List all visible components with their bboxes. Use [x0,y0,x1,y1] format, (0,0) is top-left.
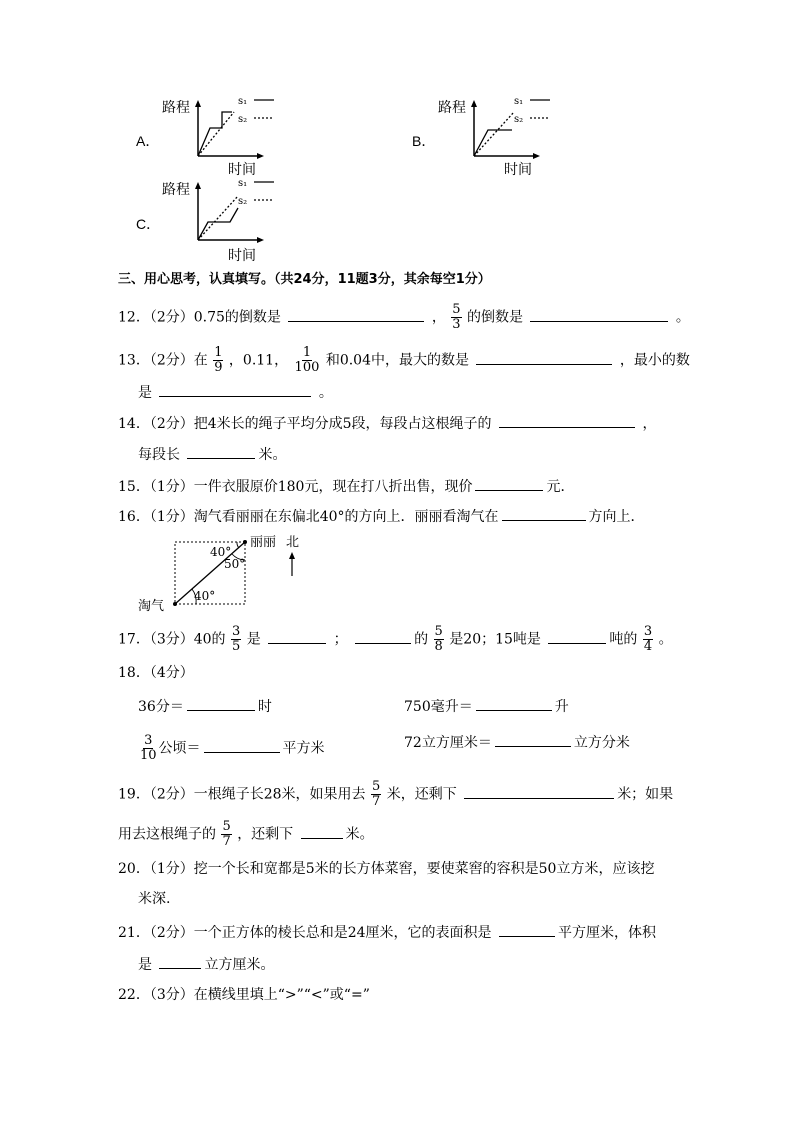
section-3-heading: 三、用心思考，认真填写。（共24分，11题3分，其余每空1分） [118,272,491,287]
option-a-xlabel: 时间 [228,162,256,178]
q17-blank-3[interactable] [548,629,606,644]
q18-blank-3[interactable] [204,738,280,753]
q18-blank-1[interactable] [187,696,255,711]
q13-blank-2[interactable] [159,382,311,397]
option-b-xlabel: 时间 [504,162,532,178]
option-c-graph [160,174,280,262]
lili-label: 丽丽 [250,535,277,550]
fraction: $\frac{3}{4}$ [643,624,653,654]
q17-blank-1[interactable] [268,629,326,644]
question-20: 20．（1分）挖一个长和宽都是5米的长方体菜窖，要使菜窖的容积是50立方米，应该挖 [118,861,655,877]
question-16: 16．（1分）淘气看丽丽在东偏北40°的方向上．丽丽看淘气在 方向上． [118,506,645,528]
q19-blank-2[interactable] [301,824,343,839]
q18-row2-right: 72立方厘米＝ 立方分米 [404,732,630,754]
question-14: 14．（2分）把4米长的绳子平均分成5段，每段占这根绳子的 ， [118,413,656,435]
north-label: 北 [286,535,300,550]
question-17: 17．（3分）40的 $\frac{3}{5}$ 是 ； 的 $\frac{5}{8}$ 是20；15吨是 吨的 $\frac{3}{4}$ 。 [118,624,673,654]
angle-40-bottom: 40° [194,589,216,603]
angle-50: 50° [224,557,246,571]
option-a-s1: s₁ [238,96,248,107]
fraction: $\frac{3}{10}$ [140,733,157,763]
question-19: 19．（2分）一根绳子长28米，如果用去 $\frac{5}{7}$ 米，还剩下 米；如果 [118,779,674,809]
option-b-s2: s₂ [514,114,524,125]
question-22: 22．（3分）在横线里填上“>”“<”或“=” [118,987,370,1003]
q12-blank-1[interactable] [288,307,424,322]
option-c-xlabel: 时间 [228,248,256,262]
question-13: 13．（2分）在 $\frac{1}{9}$ ，0.11， $\frac{1}{100}$ 和0.04中，最大的数是 ，最小的数 [118,345,690,375]
fraction: $\frac{5}{8}$ [434,624,443,654]
option-b-graph [436,90,556,178]
q18-blank-4[interactable] [495,732,571,747]
question-21-line2: 是 立方厘米。 [138,954,274,976]
q16-blank[interactable] [502,506,586,521]
q17-blank-2[interactable] [355,629,411,644]
q14-blank-1[interactable] [499,413,635,428]
q15-blank[interactable] [475,476,543,491]
fraction: $\frac{5}{7}$ [222,819,231,849]
q19-blank-1[interactable] [464,784,614,799]
question-21: 21．（2分）一个正方体的棱长总和是24厘米，它的表面积是 平方厘米，体积 [118,922,656,944]
option-c-s2: s₂ [238,196,248,207]
angle-40-top: 40° [210,545,232,559]
question-14-line2: 每段长 米。 [138,444,286,466]
q18-row2-left: $\frac{3}{10}$ 公顷＝ 平方米 [140,733,325,763]
question-20-line2: 米深. [138,891,171,907]
option-b-label: B． [412,133,436,149]
option-a-ylabel: 路程 [162,100,190,116]
q18-row1-right: 750毫升＝ 升 [404,696,569,718]
q21-blank-1[interactable] [499,922,555,937]
option-a-graph [160,90,280,178]
fraction: $\frac{3}{5}$ [232,624,241,654]
fraction: $\frac{5}{7}$ [372,779,381,809]
option-c-s1: s₁ [238,178,248,189]
fraction: $\frac{1}{9}$ [214,345,223,375]
question-15: 15．（1分）一件衣服原价180元，现在打八折出售，现价 元． [118,476,574,498]
option-a-label: A． [136,133,160,149]
question-13-line2: 是 。 [138,382,333,404]
option-b-s1: s₁ [514,96,524,107]
option-c-ylabel: 路程 [162,182,190,198]
fraction: $\frac{1}{100}$ [294,345,320,375]
q14-blank-2[interactable] [187,444,255,459]
q18-blank-2[interactable] [476,696,552,711]
option-a-s2: s₂ [238,114,248,125]
direction-figure [136,532,306,614]
option-b-ylabel: 路程 [438,100,466,116]
q18-row1-left: 36分＝ 时 [138,696,272,718]
q13-blank-1[interactable] [476,350,612,365]
option-c-label: C． [136,216,161,232]
question-19-line2: 用去这根绳子的 $\frac{5}{7}$ ，还剩下 米。 [118,819,374,849]
q12-blank-2[interactable] [530,307,668,322]
question-18: 18．（4分） [118,665,194,681]
question-12: 12．（2分）0.75的倒数是 ， $\frac{5}{3}$ 的倒数是 。 [118,302,690,332]
fraction: $\frac{5}{3}$ [452,302,461,332]
taoqi-label: 淘气 [138,599,165,614]
q21-blank-2[interactable] [159,954,201,969]
